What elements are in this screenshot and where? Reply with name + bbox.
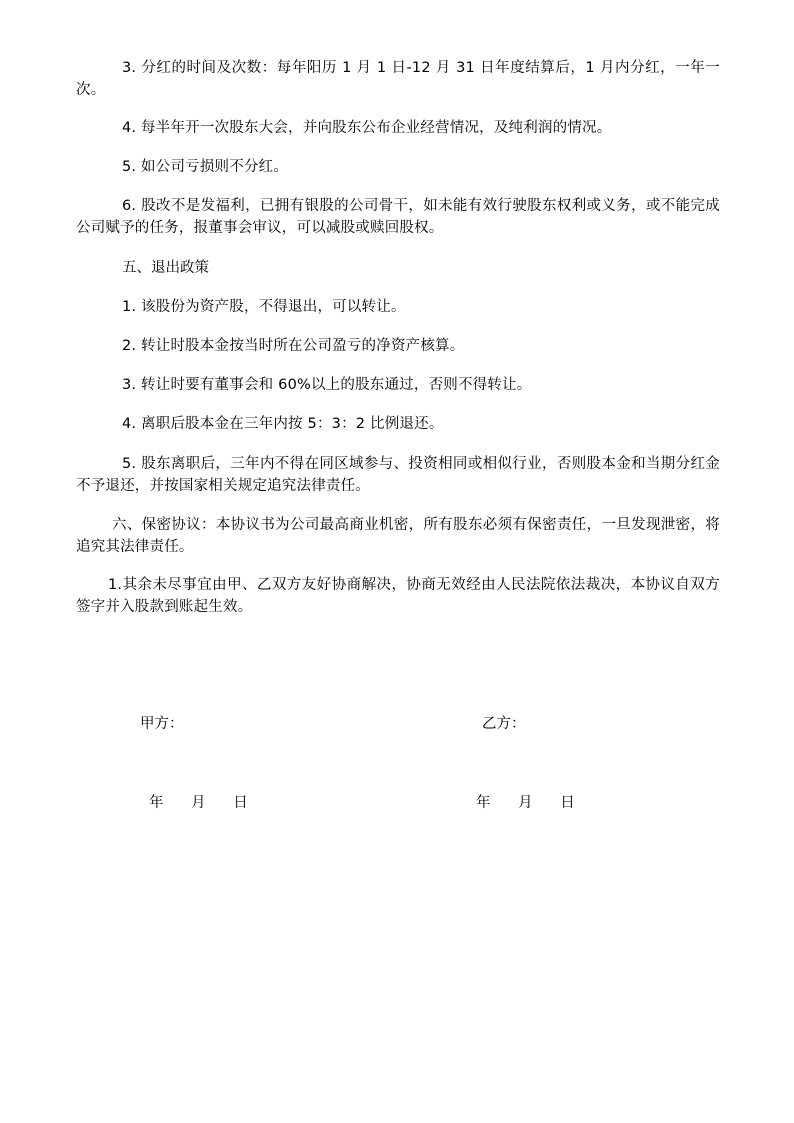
exit-clause-5: 5. 股东离职后，三年内不得在同区域参与、投资相同或相似行业，否则股本金和当期分红金不予退还，并按国家相关规定追究法律责任。 bbox=[76, 456, 720, 494]
clause-shareholder-meeting: 4. 每半年开一次股东大会，并向股东公布企业经营情况，及纯利润的情况。 bbox=[122, 120, 612, 136]
party-a-signature-label: 甲方： bbox=[140, 716, 184, 732]
party-b-signature-label: 乙方： bbox=[482, 716, 526, 732]
party-b-date-line: 年 月 日 bbox=[476, 795, 575, 811]
clause-final-provisions: 1.其余未尽事宜由甲、乙双方友好协商解决，协商无效经由人民法院依法裁决，本协议自双方签字并入股款到账起生效。 bbox=[76, 577, 720, 615]
section-confidentiality: 六、保密协议：本协议书为公司最高商业机密，所有股东必须有保密责任，一旦发现泄密，将追究其法律责任。 bbox=[76, 517, 720, 555]
party-a-date-line: 年 月 日 bbox=[149, 795, 248, 811]
exit-clause-4: 4. 离职后股本金在三年内按 5：3：2 比例退还。 bbox=[122, 416, 444, 432]
exit-clause-2: 2. 转让时股本金按当时所在公司盈亏的净资产核算。 bbox=[122, 338, 465, 354]
exit-clause-3: 3. 转让时要有董事会和 60%以上的股东通过，否则不得转让。 bbox=[122, 377, 532, 393]
clause-no-dividend-on-loss: 5. 如公司亏损则不分红。 bbox=[122, 159, 289, 175]
clause-dividend-timing: 3. 分红的时间及次数：每年阳历 1 月 1 日-12 月 31 日年度结算后，1 月内分红，一年一次。 bbox=[76, 60, 720, 98]
exit-clause-1: 1. 该股份为资产股，不得退出，可以转让。 bbox=[122, 299, 406, 315]
section-exit-policy-heading: 五、退出政策 bbox=[122, 260, 209, 276]
clause-share-reform: 6. 股改不是发福利，已拥有银股的公司骨干，如未能有效行驶股东权利或义务，或不能完成公司赋予的任务，报董事会审议，可以减股或赎回股权。 bbox=[76, 198, 720, 236]
